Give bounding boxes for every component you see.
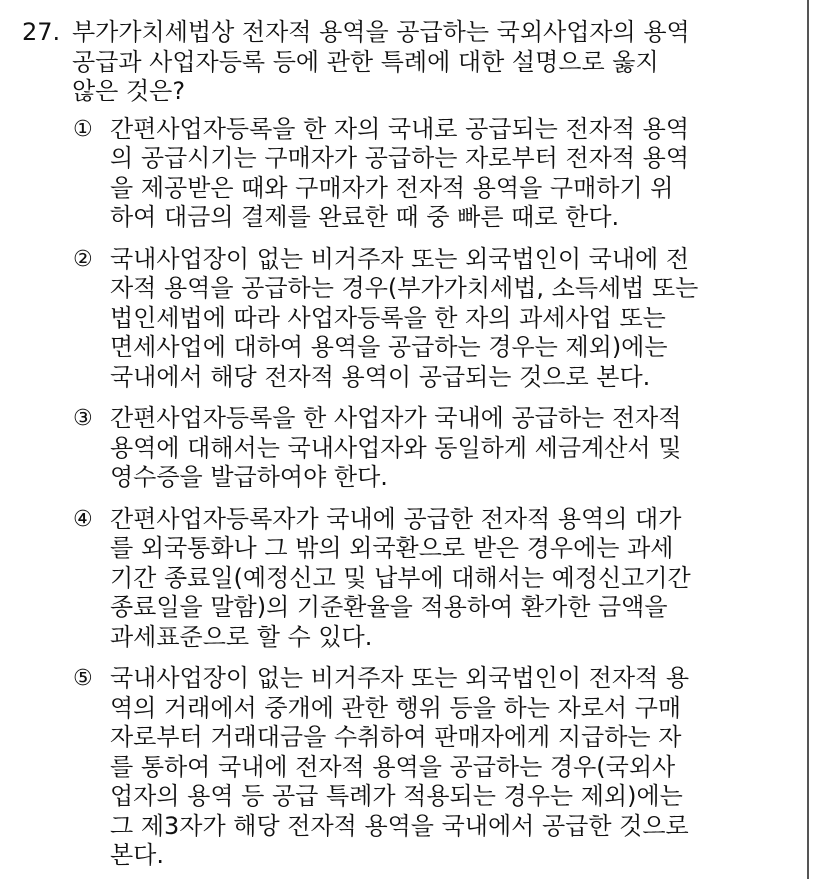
question-line: 부가가치세법상 전자적 용역을 공급하는 국외사업자의 용역 xyxy=(72,18,690,46)
option-line: 본다. xyxy=(110,841,164,869)
question-line: 않은 것은? xyxy=(72,77,186,105)
option-line: 종료일을 말함)의 기준환율을 적용하여 환가한 금액을 xyxy=(110,593,668,621)
option-line: 간편사업자등록자가 국내에 공급한 전자적 용역의 대가 xyxy=(110,504,682,533)
option-line: 를 통하여 국내에 전자적 용역을 공급하는 경우(국외사 xyxy=(110,752,676,781)
option-marker: ③ xyxy=(73,406,93,431)
option-marker: ⑤ xyxy=(73,666,93,691)
option-line: 국내에서 해당 전자적 용역이 공급되는 것으로 본다. xyxy=(110,362,651,391)
option-line: 간편사업자등록을 한 사업자가 국내에 공급하는 전자적 xyxy=(110,404,682,432)
question-stem xyxy=(0,18,800,107)
option-line: 그 제3자가 해당 전자적 용역을 국내에서 공급한 것으로 xyxy=(110,811,689,840)
option-1[interactable] xyxy=(0,115,800,233)
option-line: 용역에 대해서는 국내사업자와 동일하게 세금계산서 및 xyxy=(110,433,682,462)
option-line: 을 제공받은 때와 구매자가 전자적 용역을 구매하기 위 xyxy=(110,173,674,202)
option-line: 기간 종료일(예정신고 및 납부에 대해서는 예정신고기간 xyxy=(110,563,691,592)
option-line: 의 공급시기는 구매자가 공급하는 자로부터 전자적 용역 xyxy=(110,144,690,172)
option-line: 자로부터 거래대금을 수취하여 판매자에게 지급하는 자 xyxy=(110,723,682,751)
option-3[interactable] xyxy=(0,404,800,493)
option-line: 업자의 용역 등 공급 특례가 적용되는 경우는 제외)에는 xyxy=(110,782,683,810)
question-line: 공급과 사업자등록 등에 관한 특례에 대한 설명으로 옳지 xyxy=(72,47,659,76)
option-line: 영수증을 발급하여야 한다. xyxy=(110,463,388,491)
option-line: 자적 용역을 공급하는 경우(부가가치세법, 소득세법 또는 xyxy=(110,274,699,302)
answer-options xyxy=(0,115,800,871)
question-number: 27. xyxy=(22,18,61,46)
option-4[interactable] xyxy=(0,505,800,653)
option-line: 과세표준으로 할 수 있다. xyxy=(110,622,373,651)
column-divider xyxy=(807,0,809,879)
option-line: 법인세법에 따라 사업자등록을 한 자의 과세사업 또는 xyxy=(110,303,666,332)
option-line: 를 외국통화나 그 밖의 외국환으로 받은 경우에는 과세 xyxy=(110,534,674,562)
option-line: 하여 대금의 결제를 완료한 때 중 빠른 때로 한다. xyxy=(110,203,620,231)
option-line: 국내사업장이 없는 비거주자 또는 외국법인이 전자적 용 xyxy=(110,664,690,692)
option-marker: ① xyxy=(73,116,93,142)
option-line: 국내사업장이 없는 비거주자 또는 외국법인이 국내에 전 xyxy=(110,244,690,273)
option-line: 면세사업에 대하여 용역을 공급하는 경우는 제외)에는 xyxy=(110,333,668,361)
exam-question xyxy=(0,18,800,883)
option-marker: ② xyxy=(73,246,93,272)
option-line: 간편사업자등록을 한 자의 국내로 공급되는 전자적 용역 xyxy=(110,114,690,143)
option-line: 역의 거래에서 중개에 관한 행위 등을 하는 자로서 구매 xyxy=(110,693,682,722)
option-marker: ④ xyxy=(73,506,93,532)
option-2[interactable] xyxy=(0,245,800,393)
option-5[interactable] xyxy=(0,664,800,871)
